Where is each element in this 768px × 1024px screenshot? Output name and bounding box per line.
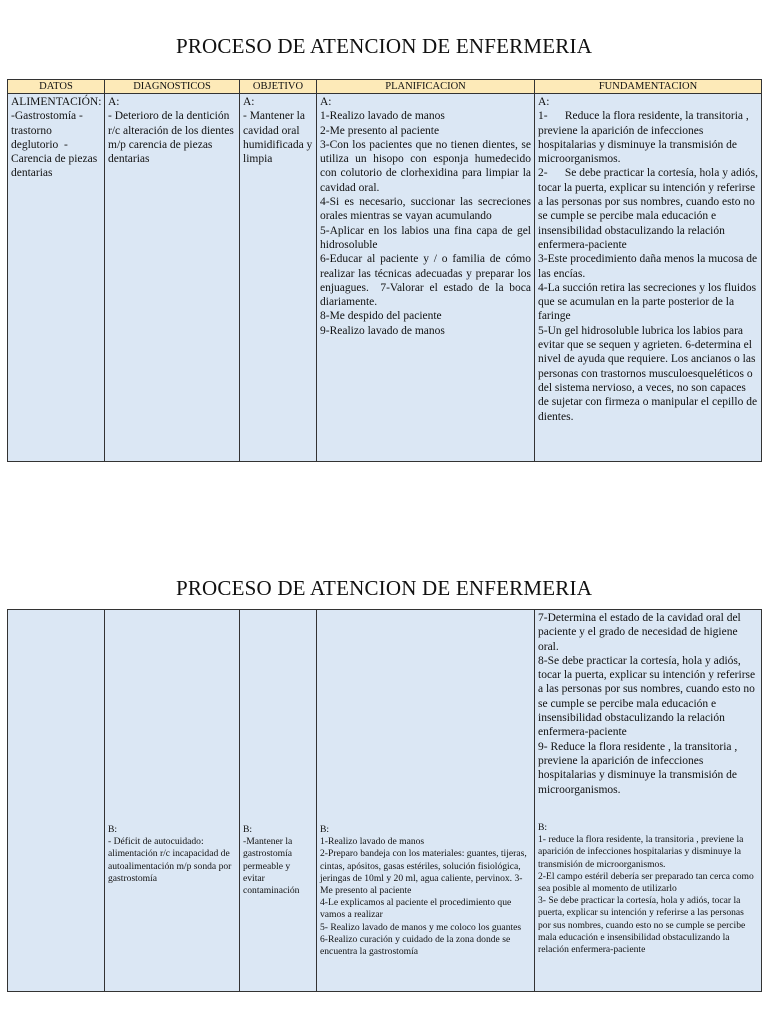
header-objetivo: OBJETIVO <box>240 80 317 94</box>
cell-datos: ALIMENTACIÓN: -Gastrostomía -trastorno deglutorio -Carencia de piezas dentarias <box>8 94 105 462</box>
fundamentacion-continued: 7-Determina el estado de la cavidad oral del paciente y el grado de necesidad de higiene oral. 8-Se debe practicar la cortesía, hola y adiós, tocar la puerta, explicar su intención y referirse a las personas por sus nombres, cuando esto no se cumple se percibe mala educación e insensibilidad obstaculizando la relación enfermera-paciente 9- Reduce la flora residente , la transitoria , previene la aparición de infecciones hospitalarias y disminuye la transmisión de microorganismos. <box>538 612 756 796</box>
fundamentacion-b: B: 1- reduce la flora residente, la transitoria , previene la aparición de infecciones hospitalarias y disminuye la transmisión de microorganismos. 2-El campo estéril debería ser preparado tan cerca como sea posible al momento de utilizarlo 3- Se debe practicar la cortesía, hola y adiós, tocar la puerta, explicar su intención y referirse a las personas por sus nombres, cuando esto no se cumple se percibe mala educación e insensibilidad obstaculizando la relación enfermera-paciente <box>538 822 754 956</box>
cell-diagnosticos-a: A: - Deterioro de la dentición r/c alteración de los dientes m/p carencia de piezas dentarias <box>105 94 240 462</box>
header-datos: DATOS <box>8 80 105 94</box>
cell-objetivo-a: A: - Mantener la cavidad oral humidificada y limpia <box>240 94 317 462</box>
care-plan-table-2 <box>7 609 762 992</box>
cell-fundamentacion-a: A: 1- Reduce la flora residente, la transitoria , previene la aparición de infecciones hospitalarias y disminuye la transmisión de microorganismos. 2- Se debe practicar la cortesía, hola y adiós, tocar la puerta, explicar su intención y referirse a las personas por sus nombres, cuando esto no se cumple se percibe mala educación e insensibilidad obstaculizando la relación enfermera-paciente 3-Este procedimiento daña menos la mucosa de las encías. 4-La succión retira las secreciones y los fluidos que se acumulan en la parte posterior de la faringe 5-Un gel hidrosoluble lubrica los labios para evitar que se sequen y agrieten. 6-determina el nivel de ayuda que requiere. Los ancianos o las personas con trastornos musculoesqueléticos o del sistema nervioso, a veces, no son capaces de sujetar con firmeza o manipular el cepillo de dientes. <box>535 94 762 462</box>
page-title-1: PROCESO DE ATENCION DE ENFERMERIA <box>175 34 593 58</box>
header-diagnosticos: DIAGNOSTICOS <box>105 80 240 94</box>
cell-datos-empty <box>8 610 105 992</box>
cell-planificacion-a: A: 1-Realizo lavado de manos 2-Me presento al paciente 3-Con los pacientes que no tienen dientes, se utiliza un hisopo con esponja humedecido con colutorio de clorhexidina para limpiar la cavidad oral. 4-Si es necesario, succionar las secreciones orales mientras se vayan acumulando 5-Aplicar en los labios una fina capa de gel hidrosoluble 6-Educar al paciente y / o familia de cómo realizar las técnicas adecuadas y preparar los enjuagues. 7-Valorar el estado de la boca diariamente. 8-Me despido del paciente 9-Realizo lavado de manos <box>317 94 535 462</box>
cell-fundamentacion-b <box>535 610 762 992</box>
header-planificacion: PLANIFICACION <box>317 80 535 94</box>
header-fundamentacion: FUNDAMENTACION <box>535 80 762 94</box>
care-plan-table-1 <box>7 79 762 462</box>
cell-planificacion-b: B: 1-Realizo lavado de manos 2-Preparo bandeja con los materiales: guantes, tijeras, cintas, apósitos, gasas estériles, solución fisiológica, jeringas de 10ml y 20 ml, agua caliente, pervinox. 3-Me presento al paciente 4-Le explicamos al paciente el procedimiento que vamos a realizar 5- Realizo lavado de manos y me coloco los guantes 6-Realizo curación y cuidado de la zona donde se encuentra la gastrostomía <box>317 610 535 992</box>
cell-objetivo-b: B: -Mantener la gastrostomía permeable y evitar contaminación <box>240 610 317 992</box>
page-title-2: PROCESO DE ATENCION DE ENFERMERIA <box>175 576 593 600</box>
cell-diagnosticos-b: B: - Déficit de autocuidado: alimentación r/c incapacidad de autoalimentación m/p sonda por gastrostomía <box>105 610 240 992</box>
